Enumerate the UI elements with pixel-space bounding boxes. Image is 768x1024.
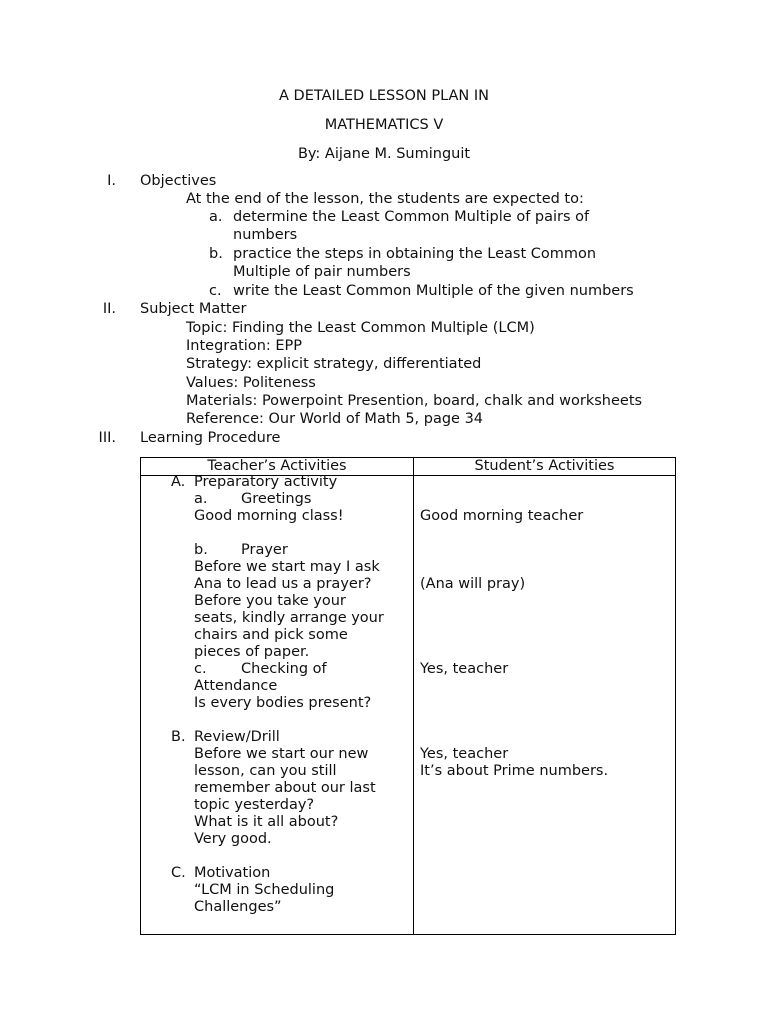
prayer-line-5: chairs and pick some	[194, 627, 348, 643]
review-line-5: What is it all about?	[194, 814, 339, 830]
prayer-title: Prayer	[241, 542, 288, 558]
learning-procedure-numeral: III.	[98, 430, 116, 446]
review-line-3: remember about our last	[194, 780, 376, 796]
student-review-1: Yes, teacher	[420, 746, 509, 762]
objective-a-letter: a.	[209, 209, 223, 225]
student-review-2: It’s about Prime numbers.	[420, 763, 609, 779]
section-a-letter: A.	[171, 474, 186, 490]
greetings-text: Good morning class!	[194, 508, 344, 524]
objective-c-letter: c.	[209, 283, 222, 299]
teacher-activities-header: Teacher’s Activities	[141, 458, 414, 476]
objective-a-text: determine the Least Common Multiple of pairs of	[233, 209, 590, 225]
attendance-title: Checking of	[241, 661, 327, 677]
review-line-2: lesson, can you still	[194, 763, 337, 779]
student-activities-header: Student’s Activities	[414, 458, 676, 476]
section-b-letter: B.	[171, 729, 186, 745]
student-greet: Good morning teacher	[420, 508, 584, 524]
subject-topic: Topic: Finding the Least Common Multiple (LCM)	[186, 320, 535, 336]
subject-strategy: Strategy: explicit strategy, differentiated	[186, 356, 482, 372]
motivation-line-1: “LCM in Scheduling	[194, 882, 335, 898]
student-activities-cell	[414, 476, 676, 935]
greetings-title: Greetings	[241, 491, 312, 507]
prayer-line-1: Before we start may I ask	[194, 559, 380, 575]
review-line-6: Very good.	[194, 831, 272, 847]
section-a-title: Preparatory activity	[194, 474, 338, 490]
attendance-letter: c.	[194, 661, 207, 677]
document-author: By: Aijane M. Suminguit	[297, 146, 471, 162]
subject-integration: Integration: EPP	[186, 338, 303, 354]
prayer-letter: b.	[194, 542, 208, 558]
subject-reference: Reference: Our World of Math 5, page 34	[186, 411, 484, 427]
review-line-1: Before we start our new	[194, 746, 369, 762]
subject-materials: Materials: Powerpoint Presention, board, chalk and worksheets	[186, 393, 643, 409]
prayer-line-3: Before you take your	[194, 593, 346, 609]
subject-matter-heading: Subject Matter	[140, 301, 247, 317]
prayer-line-4: seats, kindly arrange your	[194, 610, 384, 626]
objectives-heading: Objectives	[140, 173, 217, 189]
objective-c-text: write the Least Common Multiple of the given numbers	[233, 283, 634, 299]
procedure-table	[140, 457, 676, 935]
subject-matter-numeral: II.	[102, 301, 116, 317]
student-prayer: (Ana will pray)	[420, 576, 526, 592]
objective-b-text: practice the steps in obtaining the Least Common	[233, 246, 597, 262]
attendance-title-cont: Attendance	[194, 678, 278, 694]
document-title: A DETAILED LESSON PLAN IN	[279, 88, 489, 104]
greetings-letter: a.	[194, 491, 208, 507]
objectives-numeral: I.	[107, 173, 116, 189]
objective-b-text-cont: Multiple of pair numbers	[233, 264, 411, 280]
subject-values: Values: Politeness	[186, 375, 316, 391]
learning-procedure-heading: Learning Procedure	[140, 430, 281, 446]
section-c-title: Motivation	[194, 865, 271, 881]
motivation-line-2: Challenges”	[194, 899, 282, 915]
objective-b-letter: b.	[209, 246, 223, 262]
attendance-text: Is every bodies present?	[194, 695, 372, 711]
teacher-activities-cell	[141, 476, 414, 935]
objectives-intro: At the end of the lesson, the students are expected to:	[186, 191, 584, 207]
objective-a-text-cont: numbers	[233, 227, 298, 243]
review-line-4: topic yesterday?	[194, 797, 315, 813]
section-b-title: Review/Drill	[194, 729, 280, 745]
student-attendance: Yes, teacher	[420, 661, 509, 677]
section-c-letter: C.	[171, 865, 186, 881]
document-subject: MATHEMATICS V	[324, 117, 444, 133]
prayer-line-2: Ana to lead us a prayer?	[194, 576, 372, 592]
prayer-line-6: pieces of paper.	[194, 644, 310, 660]
